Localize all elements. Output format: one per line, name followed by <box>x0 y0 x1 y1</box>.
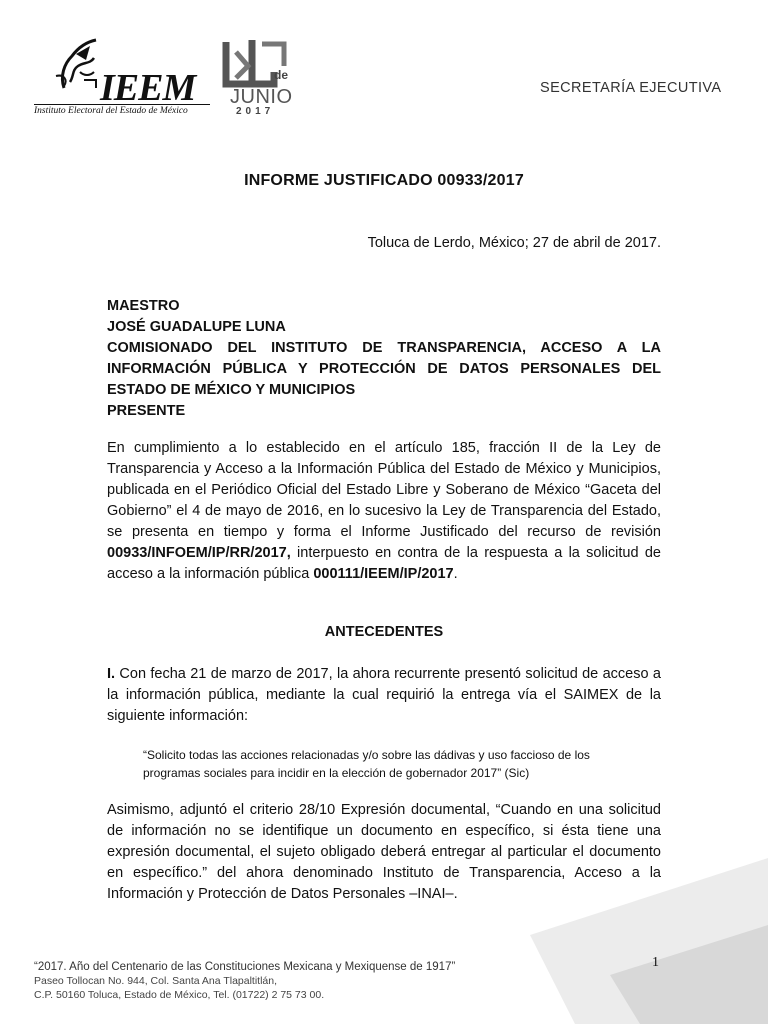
place-date: Toluca de Lerdo, México; 27 de abril de 2017. <box>367 235 661 251</box>
request-quote: “Solicito todas las acciones relacionadas y/o sobre las dádivas y uso faccioso de los programas sociales para incidir en la elección de gobernador 2017” (Sic) <box>143 748 590 780</box>
addressee-position: COMISIONADO DEL INSTITUTO DE TRANSPARENCIA, ACCESO A LA INFORMACIÓN PÚBLICA Y PROTECCIÓN DE DATOS PERSONALES DEL ESTADO DE MÉXICO Y MUNICIPIOS <box>107 340 661 398</box>
addressee-name: JOSÉ GUADALUPE LUNA <box>107 319 286 335</box>
campaign-de: de <box>274 68 289 82</box>
page-number: 1 <box>652 955 659 970</box>
section-heading: ANTECEDENTES <box>324 624 444 640</box>
intro-paragraph <box>107 438 661 585</box>
appeal-number: 00933/INFOEM/IP/RR/2017, <box>107 545 291 561</box>
footer-address-2: C.P. 50160 Toluca, Estado de México, Tel. (01722) 2 75 73 00. <box>34 989 325 1001</box>
document-title: INFORME JUSTIFICADO 00933/2017 <box>244 172 524 189</box>
addressee-block <box>107 296 661 422</box>
footer <box>34 960 455 1002</box>
department-name: SECRETARÍA EJECUTIVA <box>540 80 722 96</box>
item-numeral: I. <box>107 666 116 682</box>
footer-address-1: Paseo Tollocan No. 944, Col. Santa Ana Tlapaltitlán, <box>34 975 278 987</box>
request-number: 000111/IEEM/IP/2017 <box>313 566 454 582</box>
intro-text-3: . <box>453 566 458 582</box>
item-text: Con fecha 21 de marzo de 2017, la ahora recurrente presentó solicitud de acceso a la información pública, mediante la cual requirió la entrega vía el SAIMEX de la siguiente información: <box>107 666 661 724</box>
ieem-emblem-icon <box>50 36 102 94</box>
intro-text-1: En cumplimiento a lo establecido en el artículo 185, fracción II de la Ley de Transparencia y Acceso a la Información Pública del Estado de México y Municipios, publicada en el Periódico Oficial del Estado Libre y Soberano de México “Gaceta del Gobierno” el 4 de mayo de 2016, en lo sucesivo la Ley de Transparencia del Estado, se presenta en tiempo y forma el Informe Justificado del recurso de revisión <box>107 440 661 540</box>
campaign-month: JUNIO <box>230 86 293 108</box>
addressee-closing: PRESENTE <box>107 403 186 419</box>
ieem-wordmark: IEEM <box>100 67 196 109</box>
campaign-year: 2017 <box>236 106 275 117</box>
ieem-logo <box>34 36 209 116</box>
ieem-subtitle: Instituto Electoral del Estado de México <box>34 104 210 116</box>
footer-motto: “2017. Año del Centenario de las Constituciones Mexicana y Mexiquense de 1917” <box>34 961 456 973</box>
criteria-paragraph: Asimismo, adjuntó el criterio 28/10 Expresión documental, “Cuando en una solicitud de información no se identifique un documento en específico, si ésta tiene una expresión documental, el sujeto obligado deberá entregar al particular el documento en específico.” del ahora denominado Instituto de Transparencia, Acceso a la Información y Protección de Datos Personales –INAI–. <box>107 802 661 902</box>
intro-text-2: interpuesto en contra de la respuesta a la solicitud de acceso a la información pública <box>107 545 661 582</box>
antecedent-item-1 <box>107 664 661 727</box>
addressee-title: MAESTRO <box>107 298 180 314</box>
election-date-logo <box>222 36 302 118</box>
